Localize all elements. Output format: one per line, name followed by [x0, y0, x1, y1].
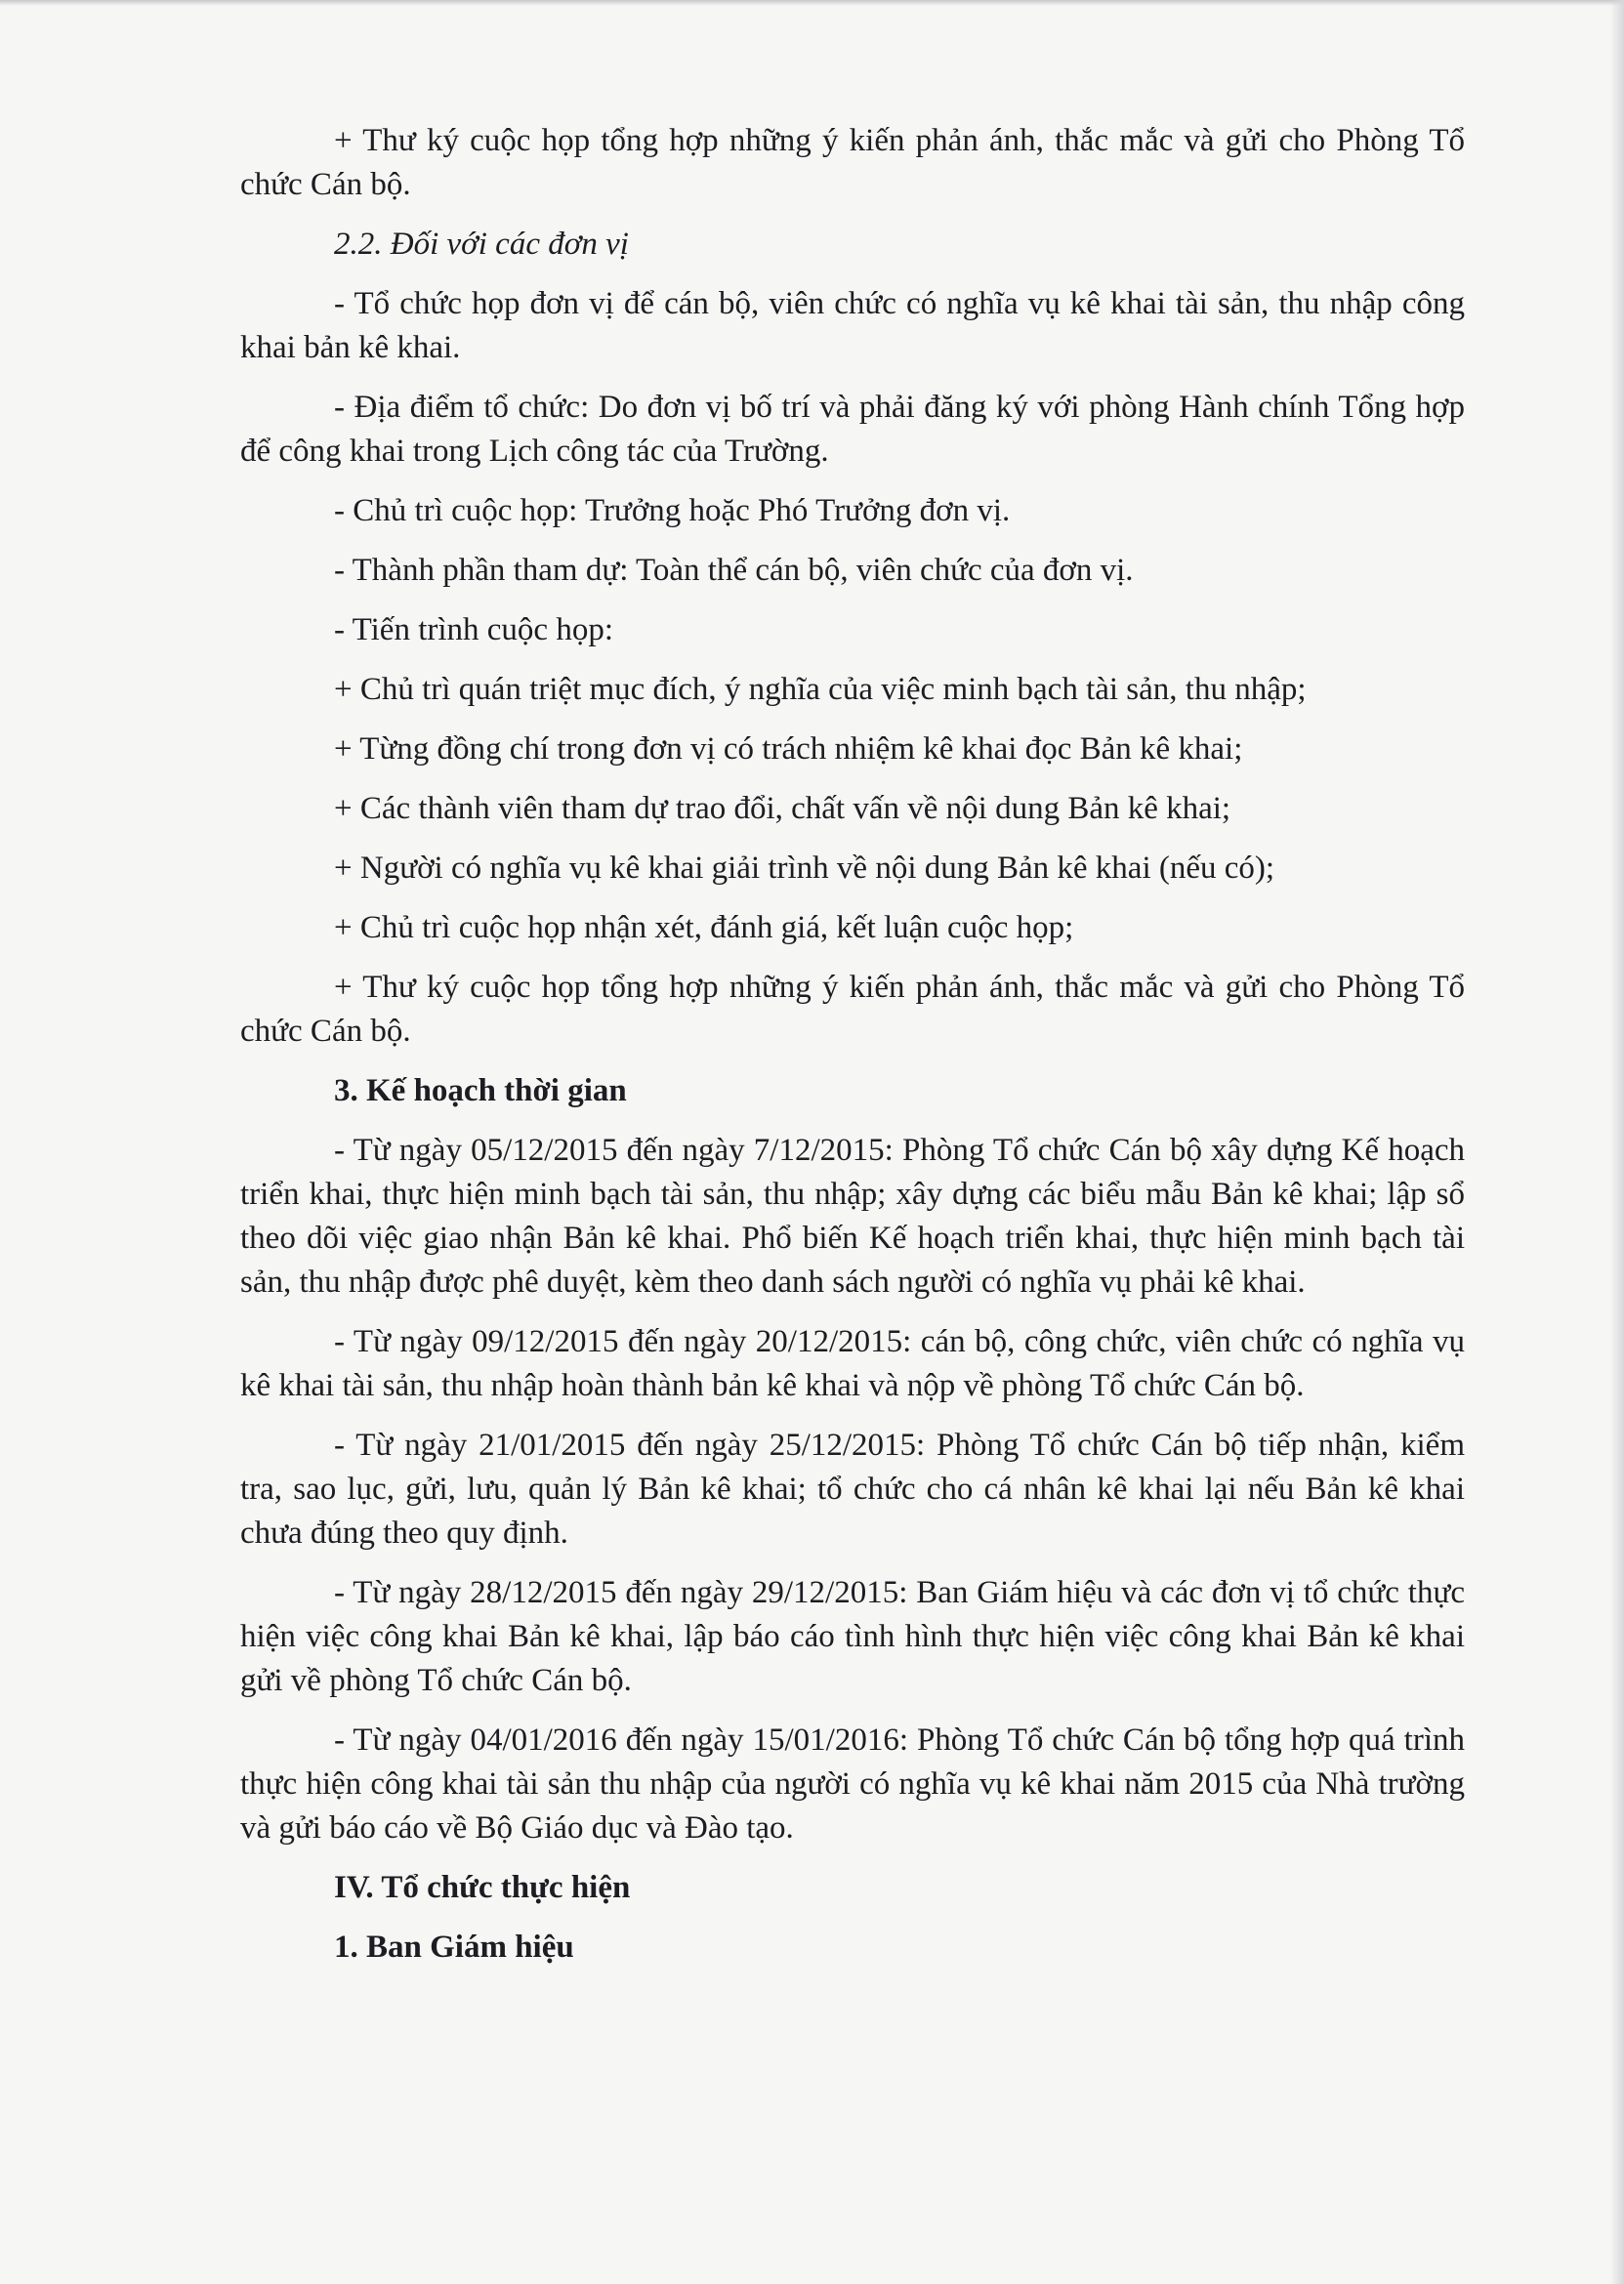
paragraph-unit-meeting: - Tổ chức họp đơn vị để cán bộ, viên chức có nghĩa vụ kê khai tài sản, thu nhập công khai bản kê khai. [240, 286, 1465, 365]
page-bottom-space [240, 1985, 1465, 1995]
paragraph-timeline-1: - Từ ngày 05/12/2015 đến ngày 7/12/2015: Phòng Tổ chức Cán bộ xây dựng Kế hoạch triển khai, thực hiện minh bạch tài sản, thu nhập; xây dựng các biểu mẫu Bản kê khai; lập sổ theo dõi việc giao nhận Bản kê khai. Phổ biến Kế hoạch triển khai, thực hiện minh bạch tài sản, thu nhập được phê duyệt, kèm theo danh sách người có nghĩa vụ phải kê khai. [240, 1133, 1465, 1300]
paragraph-explanation: + Người có nghĩa vụ kê khai giải trình về nội dung Bản kê khai (nếu có); [334, 851, 1275, 886]
heading-timeline: 3. Kế hoạch thời gian [334, 1073, 627, 1108]
paragraph-secretary-summary-2: + Thư ký cuộc họp tổng hợp những ý kiến phản ánh, thắc mắc và gửi cho Phòng Tổ chức Cán bộ. [240, 970, 1465, 1049]
subheading-units: 2.2. Đối với các đơn vị [334, 227, 629, 262]
paragraph-timeline-3: - Từ ngày 21/01/2015 đến ngày 25/12/2015: Phòng Tổ chức Cán bộ tiếp nhận, kiểm tra, sao lục, gửi, lưu, quản lý Bản kê khai; tổ chức cho cá nhân kê khai lại nếu Bản kê khai chưa đúng theo quy định. [240, 1428, 1465, 1551]
paragraph-participants: - Thành phần tham dự: Toàn thể cán bộ, viên chức của đơn vị. [334, 553, 1134, 588]
paragraph-conclusion: + Chủ trì cuộc họp nhận xét, đánh giá, kết luận cuộc họp; [334, 910, 1074, 945]
heading-implementation: IV. Tổ chức thực hiện [334, 1870, 631, 1905]
paragraph-secretary-summary-1: + Thư ký cuộc họp tổng hợp những ý kiến phản ánh, thắc mắc và gửi cho Phòng Tổ chức Cán bộ. [240, 123, 1465, 202]
paragraph-timeline-4: - Từ ngày 28/12/2015 đến ngày 29/12/2015: Ban Giám hiệu và các đơn vị tổ chức thực hiện việc công khai Bản kê khai, lập báo cáo tình hình thực hiện việc công khai Bản kê khai gửi về phòng Tổ chức Cán bộ. [240, 1575, 1465, 1698]
paragraph-read-declaration: + Từng đồng chí trong đơn vị có trách nhiệm kê khai đọc Bản kê khai; [334, 731, 1243, 767]
scan-edge-top [0, 0, 1624, 6]
paragraph-venue: - Địa điểm tổ chức: Do đơn vị bố trí và phải đăng ký với phòng Hành chính Tổng hợp để công khai trong Lịch công tác của Trường. [240, 390, 1465, 469]
document-page [240, 119, 1465, 1995]
paragraph-discussion: + Các thành viên tham dự trao đổi, chất vấn về nội dung Bản kê khai; [334, 791, 1231, 826]
heading-board-of-rectors: 1. Ban Giám hiệu [334, 1930, 574, 1965]
paragraph-meeting-process: - Tiến trình cuộc họp: [334, 612, 613, 647]
paragraph-chair: - Chủ trì cuộc họp: Trưởng hoặc Phó Trưởng đơn vị. [334, 493, 1011, 528]
scan-edge-right [1610, 0, 1624, 2284]
paragraph-chair-purpose: + Chủ trì quán triệt mục đích, ý nghĩa của việc minh bạch tài sản, thu nhập; [334, 672, 1307, 707]
paragraph-timeline-2: - Từ ngày 09/12/2015 đến ngày 20/12/2015: cán bộ, công chức, viên chức có nghĩa vụ kê khai tài sản, thu nhập hoàn thành bản kê khai và nộp về phòng Tổ chức Cán bộ. [240, 1324, 1465, 1403]
paragraph-timeline-5: - Từ ngày 04/01/2016 đến ngày 15/01/2016: Phòng Tổ chức Cán bộ tổng hợp quá trình thực hiện công khai tài sản thu nhập của người có nghĩa vụ kê khai năm 2015 của Nhà trường và gửi báo cáo về Bộ Giáo dục và Đào tạo. [240, 1723, 1465, 1846]
